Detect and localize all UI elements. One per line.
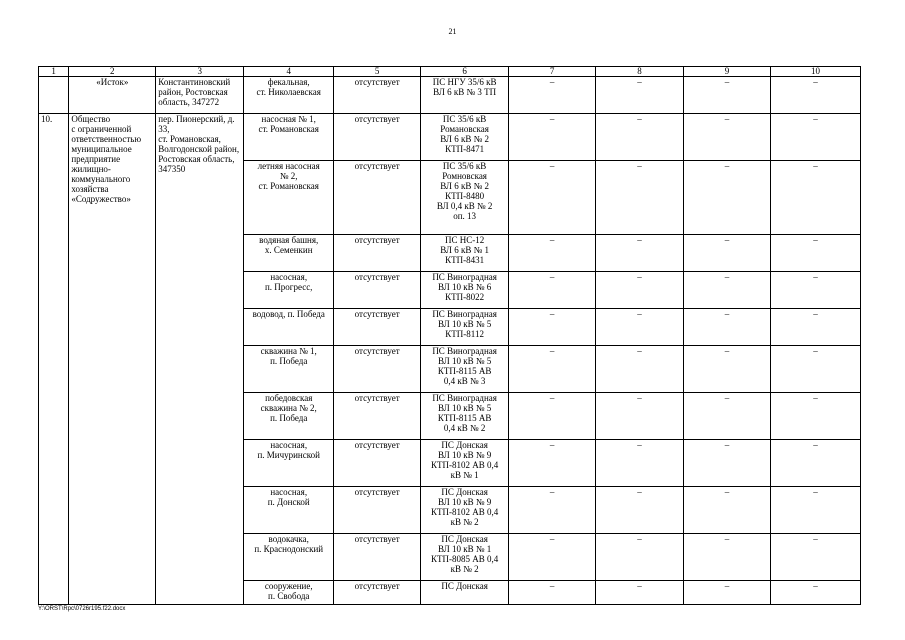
data-table (38, 66, 861, 605)
col9-cell: – (683, 114, 770, 161)
page-number: 21 (448, 27, 457, 36)
col8-cell: – (596, 309, 684, 346)
col9-cell: – (683, 534, 770, 581)
col7-cell: – (509, 440, 596, 487)
table-row (39, 77, 861, 114)
col8-cell: – (596, 440, 684, 487)
supply-cell: ПС НС-12 ВЛ 6 кВ № 1 КТП-8431 (421, 235, 509, 272)
col7-cell: – (509, 309, 596, 346)
col10-cell: – (770, 581, 860, 605)
col10-cell: – (770, 346, 860, 393)
supply-cell: ПС Виноградная ВЛ 10 кВ № 5 КТП-8115 АВ 0,4 кВ № 3 (421, 346, 509, 393)
col7-cell: – (509, 272, 596, 309)
table-row (39, 114, 861, 161)
col9-cell: – (683, 309, 770, 346)
address-cell: Константиновский район, Ростовская область, 347272 (156, 77, 244, 114)
status-cell: отсутствует (334, 309, 421, 346)
status-cell: отсутствует (334, 77, 421, 114)
col10-cell: – (770, 393, 860, 440)
col10-cell: – (770, 161, 860, 235)
status-cell: отсутствует (334, 161, 421, 235)
header-row (39, 67, 861, 77)
supply-cell: ПС Донская ВЛ 10 кВ № 9 КТП-8102 АВ 0,4 кВ № 2 (421, 487, 509, 534)
status-cell: отсутствует (334, 581, 421, 605)
object-cell: летняя насосная № 2, ст. Романовская (244, 161, 334, 235)
col8-cell: – (596, 235, 684, 272)
header-cell: 4 (244, 67, 334, 77)
col10-cell: – (770, 235, 860, 272)
col9-cell: – (683, 77, 770, 114)
row-number-cell: 10. (39, 114, 69, 605)
col9-cell: – (683, 346, 770, 393)
object-cell: насосная, п. Мичуринской (244, 440, 334, 487)
col7-cell: – (509, 534, 596, 581)
header-cell: 10 (770, 67, 860, 77)
col9-cell: – (683, 393, 770, 440)
object-cell: насосная, п. Прогресс, (244, 272, 334, 309)
object-cell: победовская скважина № 2, п. Победа (244, 393, 334, 440)
supply-cell: ПС Виноградная ВЛ 10 кВ № 5 КТП-8112 (421, 309, 509, 346)
col10-cell: – (770, 440, 860, 487)
col7-cell: – (509, 235, 596, 272)
supply-cell: ПС Виноградная ВЛ 10 кВ № 5 КТП-8115 АВ 0,4 кВ № 2 (421, 393, 509, 440)
col8-cell: – (596, 346, 684, 393)
col10-cell: – (770, 487, 860, 534)
supply-cell: ПС 35/6 кВ Ромновская ВЛ 6 кВ № 2 КТП-8480 ВЛ 0,4 кВ № 2 оп. 13 (421, 161, 509, 235)
header-cell: 6 (421, 67, 509, 77)
col7-cell: – (509, 487, 596, 534)
object-cell: фекальная, ст. Николаевская (244, 77, 334, 114)
address-cell: пер. Пионерский, д. 33, ст. Романовская, Волгодонской район, Ростовская область, 347350 (156, 114, 244, 605)
col7-cell: – (509, 77, 596, 114)
col9-cell: – (683, 272, 770, 309)
col9-cell: – (683, 440, 770, 487)
status-cell: отсутствует (334, 440, 421, 487)
col7-cell: – (509, 581, 596, 605)
supply-cell: ПС Донская ВЛ 10 кВ № 1 КТП-8085 АВ 0,4 кВ № 2 (421, 534, 509, 581)
row-number-cell (39, 77, 69, 114)
header-cell: 7 (509, 67, 596, 77)
col8-cell: – (596, 161, 684, 235)
col10-cell: – (770, 534, 860, 581)
supply-cell: ПС Донская ВЛ 10 кВ № 9 КТП-8102 АВ 0,4 кВ № 1 (421, 440, 509, 487)
object-cell: насосная, п. Донской (244, 487, 334, 534)
col10-cell: – (770, 77, 860, 114)
status-cell: отсутствует (334, 235, 421, 272)
col9-cell: – (683, 487, 770, 534)
col8-cell: – (596, 272, 684, 309)
col7-cell: – (509, 393, 596, 440)
header-cell: 1 (39, 67, 69, 77)
object-cell: водовод, п. Победа (244, 309, 334, 346)
organization-cell: «Исток» (69, 77, 156, 114)
col8-cell: – (596, 487, 684, 534)
object-cell: насосная № 1, ст. Романовская (244, 114, 334, 161)
object-cell: водокачка, п. Краснодонский (244, 534, 334, 581)
supply-cell: ПС 35/6 кВ Романовская ВЛ 6 кВ № 2 КТП-8471 (421, 114, 509, 161)
header-cell: 8 (596, 67, 684, 77)
status-cell: отсутствует (334, 534, 421, 581)
col10-cell: – (770, 114, 860, 161)
object-cell: водяная башня, х. Семенкин (244, 235, 334, 272)
col8-cell: – (596, 581, 684, 605)
col10-cell: – (770, 272, 860, 309)
status-cell: отсутствует (334, 346, 421, 393)
col8-cell: – (596, 534, 684, 581)
col8-cell: – (596, 114, 684, 161)
col8-cell: – (596, 393, 684, 440)
header-cell: 9 (683, 67, 770, 77)
col7-cell: – (509, 346, 596, 393)
col7-cell: – (509, 161, 596, 235)
organization-cell: Общество с ограниченной ответственностью муниципальное предприятие жилищно-коммунального хозяйства «Содружество» (69, 114, 156, 605)
col9-cell: – (683, 581, 770, 605)
supply-cell: ПС Виноградная ВЛ 10 кВ № 6 КТП-8022 (421, 272, 509, 309)
col9-cell: – (683, 235, 770, 272)
col8-cell: – (596, 77, 684, 114)
status-cell: отсутствует (334, 487, 421, 534)
col7-cell: – (509, 114, 596, 161)
file-path-footer: Y:\ORST\Rpc\0726r195.f22.docx (38, 606, 126, 612)
col9-cell: – (683, 161, 770, 235)
status-cell: отсутствует (334, 272, 421, 309)
col10-cell: – (770, 309, 860, 346)
status-cell: отсутствует (334, 114, 421, 161)
object-cell: сооружение, п. Свобода (244, 581, 334, 605)
supply-cell: ПС НГУ 35/6 кВ ВЛ 6 кВ № 3 ТП (421, 77, 509, 114)
header-cell: 2 (69, 67, 156, 77)
header-cell: 5 (334, 67, 421, 77)
status-cell: отсутствует (334, 393, 421, 440)
header-cell: 3 (156, 67, 244, 77)
object-cell: скважина № 1, п. Победа (244, 346, 334, 393)
supply-cell: ПС Донская (421, 581, 509, 605)
